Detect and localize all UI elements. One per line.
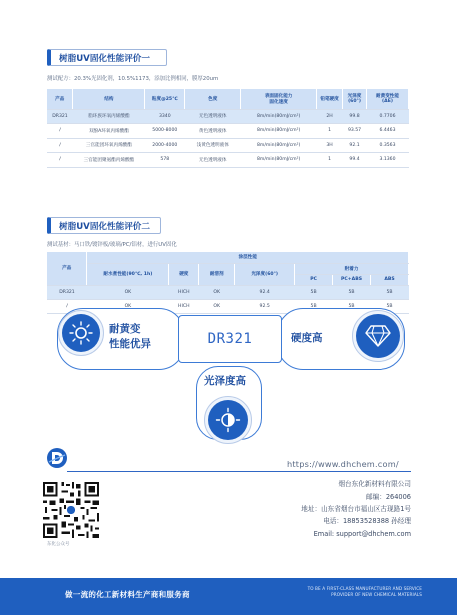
table-row xyxy=(47,153,409,168)
cell-water-boil: OK xyxy=(87,285,169,299)
divider xyxy=(67,471,411,472)
email[interactable]: Email: support@dhchem.com xyxy=(313,530,411,538)
table-row xyxy=(47,138,409,153)
col-gloss: 光泽度 (60°) xyxy=(343,89,367,109)
section2-title: 树脂UV固化性能评价二 xyxy=(47,217,161,234)
diamond-icon xyxy=(356,314,400,358)
cell-hardness: 1 xyxy=(317,124,343,139)
table-row xyxy=(47,285,409,299)
cell-color: 黄色透明液体 xyxy=(185,124,241,139)
cell-speed: 8m/min(80mJ/cm²) xyxy=(241,109,317,124)
col-product: 产品 xyxy=(47,89,73,109)
col-color: 色度 xyxy=(185,89,241,109)
footer-en-line2: PROVIDER OF NEW CHEMICAL MATERIALS xyxy=(331,592,422,597)
cell-speed: 8m/min(80mJ/cm²) xyxy=(241,124,317,139)
cell-abs: 5B xyxy=(371,285,409,299)
cell-structure: 三官能团环氧丙烯酸酯 xyxy=(73,138,145,153)
cell-color: 无色透明液体 xyxy=(185,153,241,168)
cell-hardness: 1 xyxy=(317,153,343,168)
cell-viscosity: 2000-4000 xyxy=(145,138,185,153)
product-center-box xyxy=(178,315,282,363)
table-row xyxy=(47,109,409,124)
postcode: 邮编：264006 xyxy=(366,493,411,501)
col-water-boil: 耐水煮性能(90℃, 1h) xyxy=(87,263,169,285)
section1-note: 测试配方：20.3%光固化剂，10.5%1173，添加比例相同，膜厚20um xyxy=(47,76,219,82)
cell-solvent: OK xyxy=(199,285,235,299)
cell-product: / xyxy=(47,124,73,139)
cell-hardness: 3H xyxy=(317,138,343,153)
sun-icon xyxy=(62,314,100,352)
col-hardness: 硬度 xyxy=(169,263,199,285)
col-gloss: 光泽度(60°) xyxy=(235,263,295,285)
col-hardness: 铅笔硬度 xyxy=(317,89,343,109)
col-structure: 结构 xyxy=(73,89,145,109)
cell-viscosity: 5000-8000 xyxy=(145,124,185,139)
section2-note: 测试基材：马口铁/镀锌板/玻璃/PC/铝材，进行UV固化 xyxy=(47,242,177,248)
qr-caption: 东化公众号 xyxy=(47,542,70,547)
col-abs: ABS xyxy=(371,274,409,285)
qr-code-icon xyxy=(41,480,101,540)
cell-pc-abs: 5B xyxy=(333,299,371,313)
col-adhesion: 附着力 xyxy=(295,263,409,274)
footer-english-slogan xyxy=(308,586,422,598)
cell-yellowing: 6.4463 xyxy=(367,124,409,139)
section1-title: 树脂UV固化性能评价一 xyxy=(47,49,167,66)
cell-gloss: 93.57 xyxy=(343,124,367,139)
address: 地址：山东省烟台市福山区古现路1号 xyxy=(301,505,411,513)
website-link[interactable]: https://www.dhchem.com/ xyxy=(287,459,399,469)
table-row xyxy=(47,124,409,139)
cell-yellowing: 3.1360 xyxy=(367,153,409,168)
footer-slogan: 做一流的化工新材料生产商和服务商 xyxy=(65,590,190,599)
performance-table-2 xyxy=(47,252,409,314)
yellowing-label-line1: 耐黄变 xyxy=(109,323,141,335)
cell-structure: 三官能团聚氨酯丙烯酸酯 xyxy=(73,153,145,168)
cell-solvent: OK xyxy=(199,299,235,313)
cell-speed: 8m/min(80mJ/cm²) xyxy=(241,138,317,153)
cell-yellowing: 0.3563 xyxy=(367,138,409,153)
shine-icon xyxy=(208,400,248,440)
col-yellowing: 耐黄变性能 (ΔE) xyxy=(367,89,409,109)
cell-product: / xyxy=(47,153,73,168)
hardness-label: 硬度高 xyxy=(291,332,323,344)
cell-pc-abs: 5B xyxy=(333,285,371,299)
cell-water-boil: OK xyxy=(87,299,169,313)
footer-en-line1: TO BE A FIRST-CLASS MANUFACTURER AND SERVICE xyxy=(307,586,422,591)
cell-hardness: 2H xyxy=(317,109,343,124)
cell-color: 无色透明液体 xyxy=(185,109,241,124)
footer-bar xyxy=(0,578,457,615)
cell-hardness: HICH xyxy=(169,285,199,299)
cell-speed: 8m/min(80mJ/cm²) xyxy=(241,153,317,168)
yellowing-label xyxy=(109,322,151,352)
cell-viscosity: 3340 xyxy=(145,109,185,124)
coating-performance-header: 涂层性能 xyxy=(87,252,409,263)
cell-gloss: 99.4 xyxy=(343,153,367,168)
cell-gloss: 92.4 xyxy=(235,285,295,299)
cell-product: / xyxy=(47,299,87,313)
cell-product: / xyxy=(47,138,73,153)
cell-color: 浅黄色透明液体 xyxy=(185,138,241,153)
cell-gloss: 92.5 xyxy=(235,299,295,313)
col-pc: PC xyxy=(295,274,333,285)
gloss-label: 光泽度高 xyxy=(204,375,246,387)
cell-hardness: HICH xyxy=(169,299,199,313)
cell-product: DR321 xyxy=(47,109,73,124)
cell-yellowing: 0.7706 xyxy=(367,109,409,124)
col-product: 产品 xyxy=(47,252,87,285)
cell-structure: 脂环族环氧丙烯酸酯 xyxy=(73,109,145,124)
col-pc-abs: PC+ABS xyxy=(333,274,371,285)
cell-structure: 双酚A环氧丙烯酸酯 xyxy=(73,124,145,139)
col-viscosity: 粘度@25℃ xyxy=(145,89,185,109)
cell-gloss: 99.8 xyxy=(343,109,367,124)
phone: 电话：18853528388 孙经理 xyxy=(323,517,411,525)
cell-product: DR321 xyxy=(47,285,87,299)
product-name: DR321 xyxy=(207,331,253,347)
yellowing-label-line2: 性能优异 xyxy=(109,338,151,350)
company-logo-icon xyxy=(46,447,68,469)
col-cure-speed: 表面固化能力 固化速度 xyxy=(241,89,317,109)
cell-viscosity: 578 xyxy=(145,153,185,168)
cell-pc: 5B xyxy=(295,299,333,313)
cell-abs: 5B xyxy=(371,299,409,313)
cell-gloss: 92.1 xyxy=(343,138,367,153)
cell-pc: 5B xyxy=(295,285,333,299)
col-solvent: 耐溶剂 xyxy=(199,263,235,285)
performance-table-1 xyxy=(47,89,409,168)
company-name: 烟台东化新材料有限公司 xyxy=(338,480,411,488)
